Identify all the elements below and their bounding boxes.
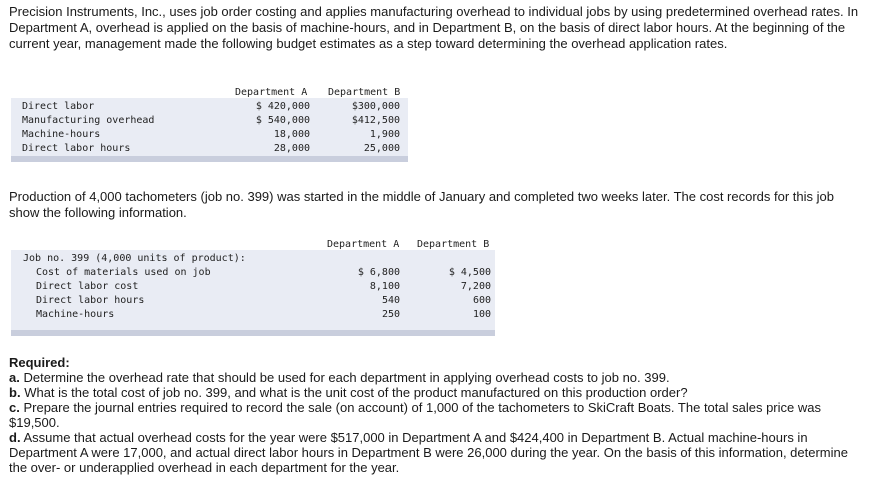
table-title-row — [23, 252, 495, 266]
department-b-value: 600 — [472, 295, 491, 306]
required-section — [9, 355, 859, 475]
requirement-letter: a. — [9, 370, 20, 385]
department-b-value: $ 4,500 — [448, 267, 491, 278]
table-row — [23, 266, 495, 280]
department-b-value: 7,200 — [460, 281, 491, 292]
row-label: Machine-hours — [36, 309, 115, 320]
job-cost-table — [11, 236, 495, 336]
requirement-b — [9, 385, 859, 400]
job-title: Job no. 399 (4,000 units of product): — [23, 253, 246, 264]
production-paragraph: Production of 4,000 tachometers (job no. 399) was started in the middle of January and completed two weeks later. The cost records for this job show the following information. — [9, 189, 834, 220]
table-row — [22, 100, 412, 114]
row-label: Manufacturing overhead — [22, 115, 155, 126]
requirement-a — [9, 370, 859, 385]
requirement-text: What is the total cost of job no. 399, and what is the unit cost of the product manufactured on this production order? — [24, 385, 688, 400]
column-header-department-b: Department B — [328, 87, 401, 98]
row-label: Direct labor hours — [36, 295, 145, 306]
department-a-value: $ 420,000 — [255, 101, 310, 112]
column-header-department-a: Department A — [327, 239, 400, 250]
department-a-value: 250 — [381, 309, 400, 320]
department-b-value: 25,000 — [363, 143, 400, 154]
department-b-value: 1,900 — [369, 129, 400, 140]
intro-paragraph: Precision Instruments, Inc., uses job order costing and applies manufacturing overhead to individual jobs by using predetermined overhead rates. In Department A, overhead is applied on the basis of machine-hours, and in Department B, on the basis of direct labor hours. At the beginning of the current year, management made the following budget estimates as a step toward determining the overhead application rates. — [9, 4, 859, 51]
requirement-c — [9, 400, 859, 430]
department-b-value: $412,500 — [351, 115, 400, 126]
column-header-department-a: Department A — [235, 87, 308, 98]
table-row — [22, 128, 412, 142]
table-row — [23, 280, 495, 294]
column-header-department-b: Department B — [417, 239, 490, 250]
table-row — [23, 294, 495, 308]
row-label: Cost of materials used on job — [36, 267, 211, 278]
requirement-text: Assume that actual overhead costs for the year were $517,000 in Department A and $424,400 in Department B. Actual machine-hours in Department A were 17,000, and actual direct labor hours in Department B were 26,000 during the year. On the basis of this information, determine the over- or underapplied overhead in each department for the year. — [9, 430, 848, 475]
row-label: Machine-hours — [22, 129, 101, 140]
department-b-value: $300,000 — [351, 101, 400, 112]
row-label: Direct labor cost — [36, 281, 139, 292]
requirement-letter: c. — [9, 400, 20, 415]
table-row — [22, 142, 412, 156]
requirement-text: Prepare the journal entries required to record the sale (on account) of 1,000 of the tachometers to SkiCraft Boats. The total sales price was $19,500. — [9, 400, 821, 430]
department-a-value: $ 6,800 — [357, 267, 400, 278]
requirement-d — [9, 430, 859, 475]
table-row — [22, 114, 412, 128]
table-bottom-rule — [11, 330, 495, 336]
department-b-value: 100 — [472, 309, 491, 320]
row-label: Direct labor hours — [22, 143, 131, 154]
requirement-text: Determine the overhead rate that should be used for each department in applying overhead costs to job no. 399. — [23, 370, 670, 385]
department-a-value: 18,000 — [273, 129, 310, 140]
department-a-value: $ 540,000 — [255, 115, 310, 126]
department-a-value: 28,000 — [273, 143, 310, 154]
row-label: Direct labor — [22, 101, 95, 112]
budget-table — [11, 86, 408, 164]
requirement-letter: b. — [9, 385, 21, 400]
required-heading: Required: — [9, 355, 70, 370]
table-row — [23, 308, 495, 322]
table-bottom-rule — [11, 156, 408, 162]
requirement-letter: d. — [9, 430, 21, 445]
department-a-value: 8,100 — [369, 281, 400, 292]
department-a-value: 540 — [381, 295, 400, 306]
